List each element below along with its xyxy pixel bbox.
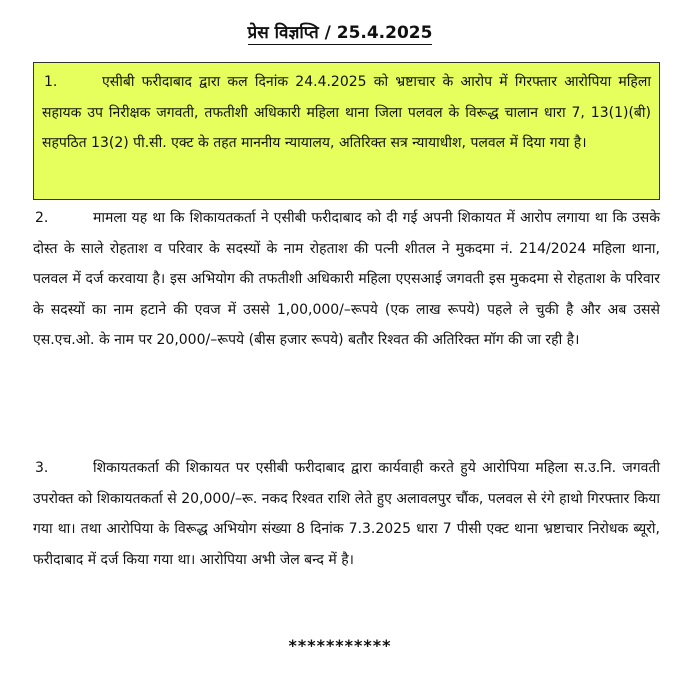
page-title — [0, 20, 680, 46]
paragraph-2-block — [33, 203, 660, 356]
paragraph-3-block — [33, 453, 660, 575]
paragraph-text: शिकायतकर्ता की शिकायत पर एसीबी फरीदाबाद द्वारा कार्यवाही करते हुये आरोपिया महिला स.उ.नि. जगवती उपरोक्त को शिकायतकर्ता से 20,000/–रू. नकद रिश्वत राशि लेते हुए अलावलपुर चौंक, पलवल से रंगे हाथो गिरफ्तार किया गया था। तथा आरोपिया के विरूद्ध अभियोग संख्या 8 दिनांक 7.3.2025 धारा 7 पीसी एक्ट थाना भ्रष्टाचार निरोधक ब्यूरो, फरीदाबाद में दर्ज किया गया था। आरोपिया अभी जेल बन्द में है। — [33, 460, 660, 568]
end-separator: *********** — [288, 636, 392, 655]
highlighted-paragraph-1 — [33, 62, 660, 200]
page-title-text: प्रेस विज्ञप्ति / 25.4.2025 — [247, 23, 433, 43]
paragraph-text: मामला यह था कि शिकायतकर्ता ने एसीबी फरीदाबाद को दी गई अपनी शिकायत में आरोप लगाया था कि उसके दोस्त के साले रोहताश व परिवार के सदस्यों के नाम रोहताश की पत्नी शीतल ने मुकदमा नं. 214/2024 महिला थाना, पलवल में दर्ज करवाया है। इस अभियोग की तफतीशी अधिकारी महिला एएसआई जगवती इस मुकदमा से रोहताश के परिवार के सदस्यों का नाम हटाने की एवज में उससे 1,00,000/–रूपये (एक लाख रूपये) पहले ले चुकी है और अब उससे एस.एच.ओ. के नाम पर 20,000/–रूपये (बीस हजार रूपये) बतौर रिश्वत की अतिरिक्त मॉग की जा रही है। — [33, 210, 660, 348]
paragraph-3 — [33, 453, 660, 575]
paragraph-text: एसीबी फरीदाबाद द्वारा कल दिनांक 24.4.2025 को भ्रष्टाचार के आरोप में गिरफ्तार आरोपिया महिला सहायक उप निरीक्षक जगवती, तफतीशी अधिकारी महिला थाना जिला पलवल के विरूद्ध चालान धारा 7, 13(1)(बी) सहपठित 13(2) पी.सी. एक्ट के तहत माननीय न्यायालय, अतिरिक्त सत्र न्यायाधीश, पलवल में दिया गया है। — [42, 74, 651, 151]
paragraph-1 — [42, 67, 651, 159]
paragraph-number: 2. — [35, 210, 49, 226]
paragraph-number: 3. — [35, 460, 49, 476]
paragraph-2 — [33, 203, 660, 356]
paragraph-number: 1. — [44, 74, 58, 90]
